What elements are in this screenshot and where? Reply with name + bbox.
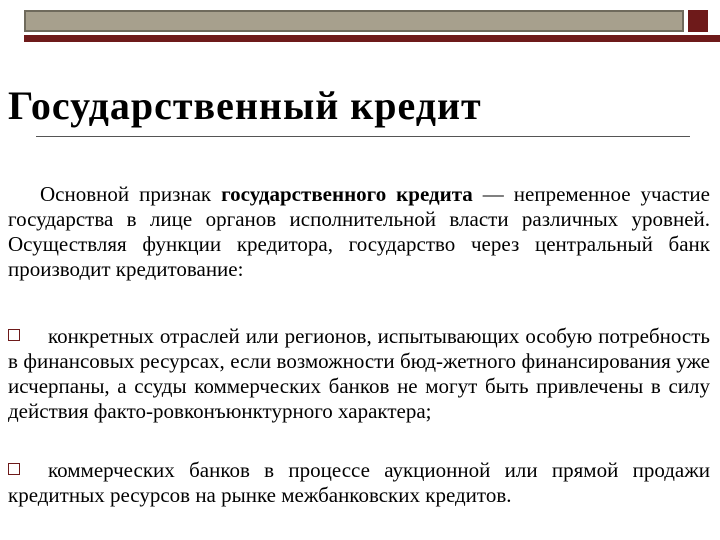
- square-bullet-icon: [8, 329, 20, 341]
- slide-title: Государственный кредит: [8, 83, 482, 128]
- intro-bold-term: государственного кредита: [221, 182, 473, 206]
- square-bullet-icon: [8, 463, 20, 475]
- intro-prefix: Основной признак: [40, 182, 222, 206]
- header-decoration: [0, 10, 720, 42]
- bullet-item: [8, 324, 710, 424]
- bullet-text: конкретных отраслей или регионов, испытывающих особую потребность в финансовых ресурсах, если возможности бюд-жетного финансирования уже исчерпаны, а ссуды коммерческих банков не могут быть привлечены в силу действия факто-ровконъюнктурного характера;: [8, 324, 710, 423]
- title-divider: [36, 136, 690, 137]
- header-red-square: [688, 10, 708, 32]
- bullet-text: коммерческих банков в процессе аукционной или прямой продажи кредитных ресурсов на рынке межбанковских кредитов.: [8, 458, 710, 507]
- intro-paragraph: [8, 182, 710, 282]
- intro-suffix: — непременное участие государства в лице органов исполнительной власти различных уровней. Осуществляя функции кредитора, государство через центральный банк производит кредитование:: [8, 182, 710, 281]
- header-red-line: [24, 35, 720, 42]
- header-gray-block: [24, 10, 684, 32]
- bullet-item: [8, 458, 710, 508]
